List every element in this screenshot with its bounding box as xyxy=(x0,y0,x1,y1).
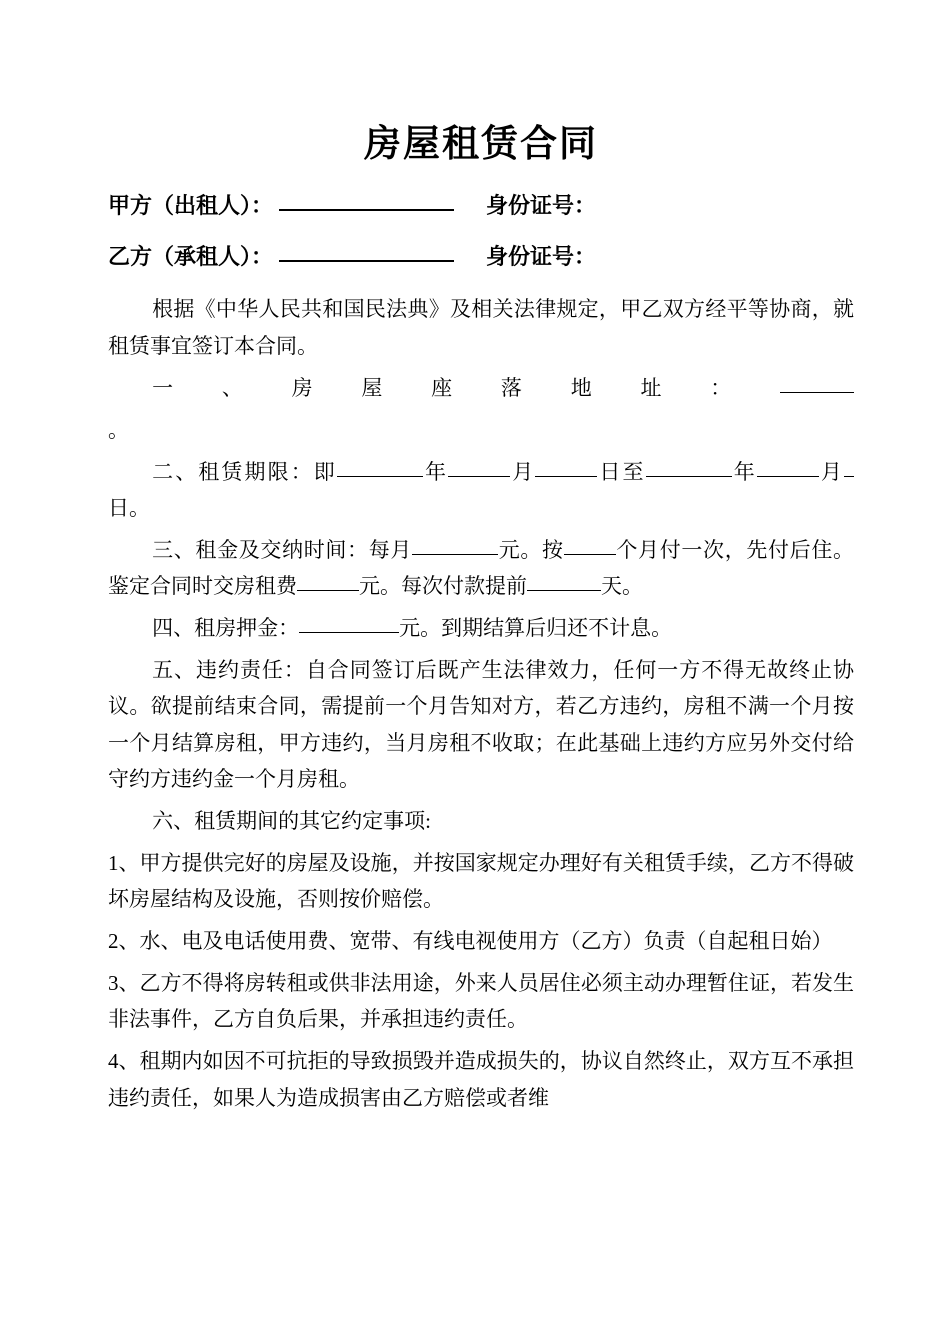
clause-address xyxy=(108,370,854,406)
clause-term-part-1: 年 xyxy=(422,459,449,484)
clause-deposit xyxy=(108,610,854,646)
clause-term-part-4: 年 xyxy=(731,459,757,484)
party-id-label-tenant: 身份证号： xyxy=(486,244,597,270)
term-start-month-blank[interactable] xyxy=(448,476,510,477)
clause-term xyxy=(108,454,854,526)
term-end-year-blank[interactable] xyxy=(646,476,732,477)
prepaid-rent-blank[interactable] xyxy=(297,590,359,591)
clause-rent-part-2: 个月付一次，先付后住。鉴定合同时交房租费 xyxy=(108,538,855,599)
monthly-rent-blank[interactable] xyxy=(412,554,498,555)
deposit-amount-blank[interactable] xyxy=(299,632,399,633)
party-label-landlord: 甲方（出租人）： xyxy=(108,193,274,219)
party-id-label-landlord: 身份证号： xyxy=(486,193,597,219)
term-end-day-blank[interactable] xyxy=(844,476,854,477)
clause-term-part-2: 月 xyxy=(510,459,536,484)
term-start-day-blank[interactable] xyxy=(535,476,597,477)
clause-breach: 五、违约责任：自合同签订后既产生法律效力，任何一方不得无故终止协议。欲提前结束合同，需提前一个月告知对方，若乙方违约，房租不满一个月按一个月结算房租，甲方违约，当月房租不收取；在此基础上违约方应另外交付给守约方违约金一个月房租。 xyxy=(108,658,854,791)
clause-rent-part-0: 三、租金及交纳时间：每月 xyxy=(152,538,413,563)
address-blank[interactable] xyxy=(780,392,854,393)
clause-address-lead: 一、房屋座落地址： xyxy=(152,375,780,400)
clause-rent-part-3: 元。每次付款提前 xyxy=(359,574,527,599)
clause-deposit-part-0: 四、租房押金： xyxy=(152,616,300,641)
sub-item-2: 2、水、电及电话使用费、宽带、有线电视使用方（乙方）负责（自起租日始） xyxy=(108,929,833,954)
term-end-month-blank[interactable] xyxy=(757,476,819,477)
preamble-paragraph: 根据《中华人民共和国民法典》及相关法律规定，甲乙双方经平等协商，就租赁事宜签订本合同。 xyxy=(108,297,854,358)
party-name-blank-tenant[interactable] xyxy=(279,260,454,262)
sub-item-4: 4、租期内如因不可抗拒的导致损毁并造成损失的，协议自然终止，双方互不承担违约责任，如果人为造成损害由乙方赔偿或者维 xyxy=(108,1049,854,1110)
clause-rent-part-4: 天。 xyxy=(601,574,643,599)
party-label-tenant: 乙方（承租人）： xyxy=(108,244,274,270)
page-title: 房屋租赁合同 xyxy=(364,124,598,165)
clause-rent xyxy=(108,532,854,604)
payment-advance-days-blank[interactable] xyxy=(527,590,601,591)
sub-item-1: 1、甲方提供完好的房屋及设施，并按国家规定办理好有关租赁手续，乙方不得破坏房屋结构及设施，否则按价赔偿。 xyxy=(108,850,854,912)
clause-term-part-5: 月 xyxy=(818,459,845,484)
clause-deposit-part-1: 元。到期结算后归还不计息。 xyxy=(399,616,673,641)
clause-other-heading: 六、租赁期间的其它约定事项: xyxy=(152,808,431,833)
party-name-blank-landlord[interactable] xyxy=(279,209,454,211)
clause-term-part-6: 日。 xyxy=(108,495,150,520)
sub-item-3: 3、乙方不得将房转租或供非法用途，外来人员居住必须主动办理暂住证，若发生非法事件，乙方自负后果，并承担违约责任。 xyxy=(108,971,854,1032)
clause-rent-part-1: 元。按 xyxy=(498,538,564,563)
clause-address-tail: 。 xyxy=(108,417,129,442)
party-row-landlord xyxy=(108,189,854,222)
clause-term-part-0: 二、租赁期限：即 xyxy=(152,459,337,484)
payment-interval-blank[interactable] xyxy=(564,554,616,555)
term-start-year-blank[interactable] xyxy=(337,476,423,477)
clause-term-part-3: 日至 xyxy=(597,459,646,484)
party-row-tenant xyxy=(108,240,854,273)
